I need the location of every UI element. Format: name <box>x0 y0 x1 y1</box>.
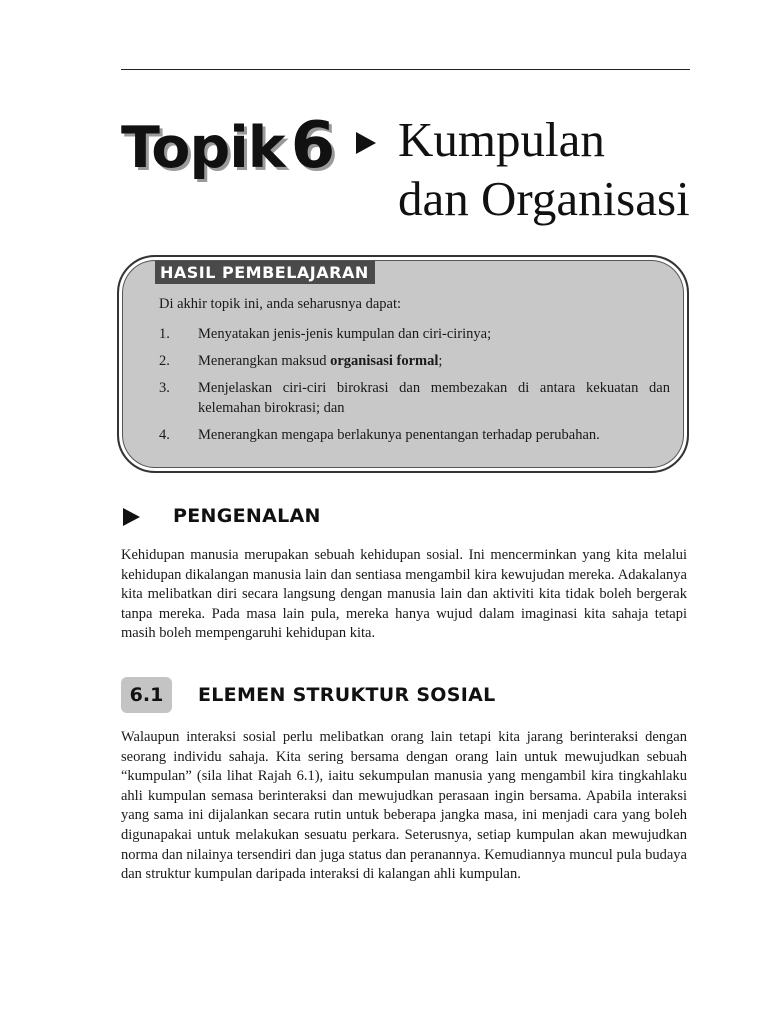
topic-number: 6 <box>290 109 335 183</box>
outcome-number: 4. <box>159 427 170 443</box>
paragraph-pengenalan: Kehidupan manusia merupakan sebuah kehidupan sosial. Ini mencerminkan yang kita melalui kehidupan dikalangan manusia lain dan sentiasa mengambil kira kewujudan mereka. Adakalanya kita melibatkan diri secara langsung dengan manusia lain dan aktiviti kita tidak boleh bergerak tanpa mereka. Pada masa lain pula, mereka hanya wujud dalam imaginasi kita sahaja tetapi masih boleh mempengaruhi kehidupan kita. <box>121 547 687 642</box>
learning-outcomes-heading: HASIL PEMBELAJARAN <box>155 261 375 284</box>
chapter-title-line1: Kumpulan <box>398 112 605 167</box>
top-rule <box>121 69 690 70</box>
outcome-text-part: ; <box>438 353 443 369</box>
outcome-number: 1. <box>159 326 170 342</box>
section-title-6-1: ELEMEN STRUKTUR SOSIAL <box>198 684 496 706</box>
outcome-text: Menyatakan jenis-jenis kumpulan dan ciri-cirinya; <box>198 326 492 342</box>
right-triangle-icon <box>356 132 376 154</box>
outcome-text-part: Menerangkan maksud <box>198 353 331 369</box>
topic-label <box>121 109 335 183</box>
learning-outcomes-intro: Di akhir topik ini, anda seharusnya dapat: <box>159 296 402 312</box>
right-triangle-icon <box>123 508 140 526</box>
section-number-badge: 6.1 <box>121 677 172 713</box>
chapter-title <box>398 110 758 228</box>
paragraph-6-1: Walaupun interaksi sosial perlu melibatkan orang lain tetapi kita jarang berinteraksi dengan seorang individu sahaja. Kita sering bersama dengan orang lain untuk mewujudkan sebuah “kumpulan” (sila lihat Rajah 6.1), iaitu sekumpulan manusia yang mengambil kira tingkahlaku ahli kumpulan semasa berinteraksi dan mewujudkan perasaan ingin bersama. Apabila interaksi yang sama ini dijalankan secara rutin untuk beberapa jangka masa, ini menjadi cara yang boleh digunapakai untuk melakukan sesuatu perkara. Seterusnya, setiap kumpulan akan mewujudkan norma dan nilainya tersendiri dan juga status dan peranannya. Kemudiannya muncul pula budaya dan struktur kumpulan daripada interaksi di kalangan ahli kumpulan. <box>121 729 687 883</box>
chapter-title-line2: dan Organisasi <box>398 171 690 226</box>
topic-word: Topik <box>121 115 285 181</box>
outcome-bold-term: organisasi formal <box>330 353 439 369</box>
outcome-number: 2. <box>159 353 170 369</box>
section-title-pengenalan: PENGENALAN <box>173 505 321 527</box>
outcome-text: Menjelaskan ciri-ciri birokrasi dan membezakan di antara kekuatan dan kelemahan birokrasi; dan <box>198 380 670 416</box>
outcome-text <box>198 351 670 371</box>
outcome-number: 3. <box>159 380 170 396</box>
outcome-text: Menerangkan mengapa berlakunya penentangan terhadap perubahan. <box>198 427 600 443</box>
